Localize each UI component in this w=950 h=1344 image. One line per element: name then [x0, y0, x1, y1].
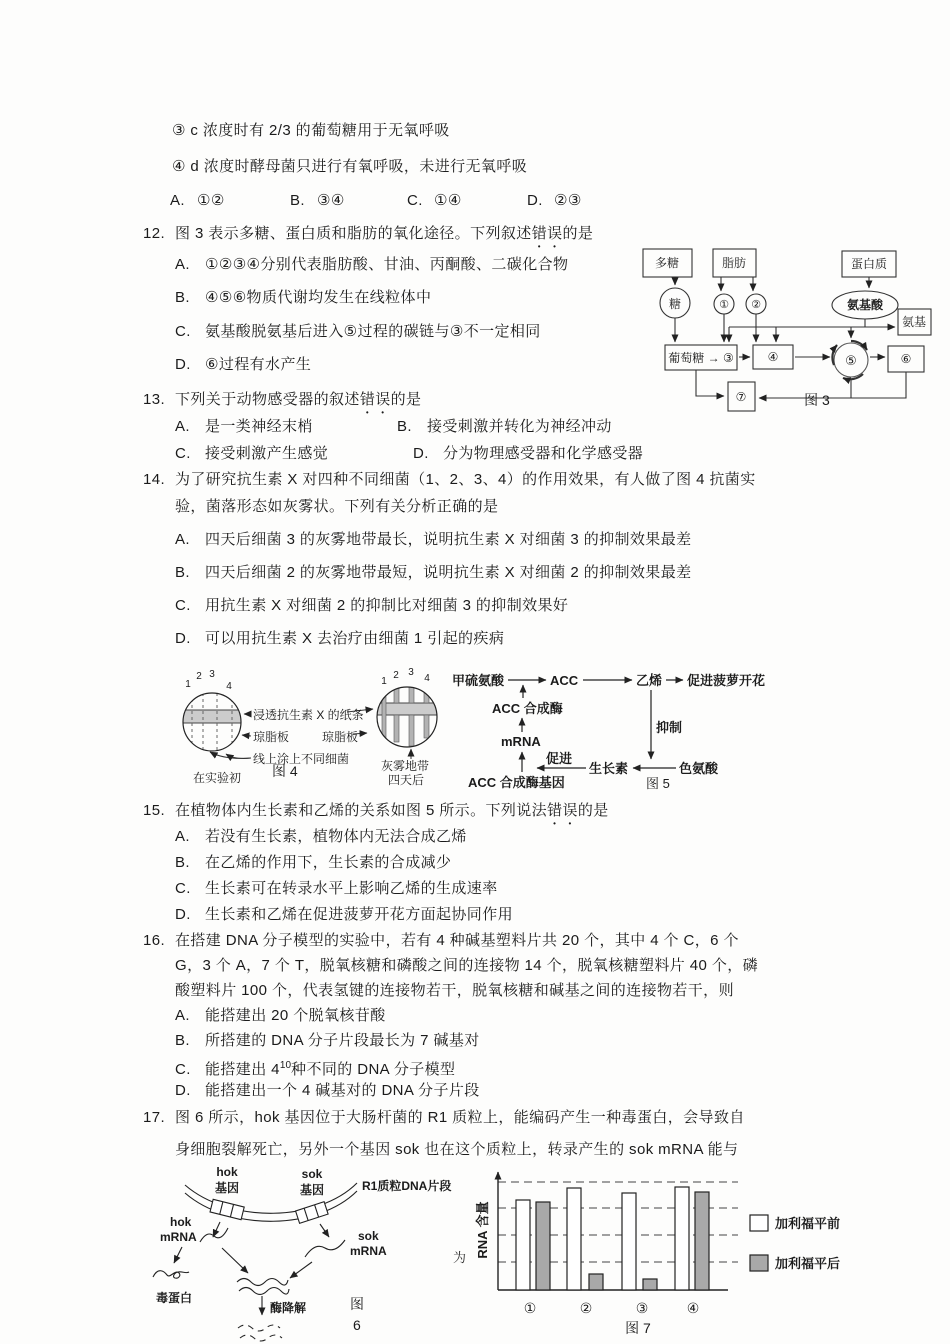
q15-stem: 在植物体内生长素和乙烯的关系如图 5 所示。下列说法错误的是: [175, 802, 609, 819]
fig4-right-num4: 4: [424, 673, 430, 684]
q14-option-c: C. 用抗生素 X 对细菌 2 的抑制比对细菌 3 的抑制效果好: [175, 597, 569, 614]
q11-option-d: D. ②③: [527, 192, 582, 209]
q12-option-b: B. ④⑤⑥物质代谢均发生在线粒体中: [175, 289, 432, 306]
fig7-category-3: ③: [635, 1300, 649, 1316]
fig5-mrna-label: mRNA: [501, 734, 541, 749]
figure6-plasmid-diagram: [140, 1162, 475, 1344]
fig3-sugar-label: 糖: [668, 297, 682, 311]
q17-line1: 图 6 所示，hok 基因位于大肠杆菌的 R1 质粒上，能编码产生一种毒蛋白，会导致自: [175, 1109, 745, 1126]
q13-number: 13.: [143, 391, 166, 408]
fig5-caption: 图 5: [646, 776, 670, 791]
fig6-sok-gene-line2: 基因: [299, 1183, 325, 1197]
q14-option-d: D. 可以用抗生素 X 去治疗由细菌 1 引起的疾病: [175, 630, 505, 647]
q11-option-b: B. ③④: [290, 192, 345, 209]
q15-option-a: A. 若没有生长素，植物体内无法合成乙烯: [175, 828, 467, 845]
q16-option-b: B. 所搭建的 DNA 分子片段最长为 7 碱基对: [175, 1032, 480, 1049]
fig6-hok-gene-line2: 基因: [214, 1181, 240, 1195]
q16-option-a: A. 能搭建出 20 个脱氧核苷酸: [175, 1007, 386, 1024]
fig4-start-label: 在实验初: [193, 771, 242, 785]
fig4-right-num1: 1: [381, 676, 387, 687]
q13-option-d: D. 分为物理感受器和化学感受器: [413, 445, 644, 462]
bar-group3-after: [643, 1279, 657, 1290]
fig5-acc-label: ACC: [550, 673, 579, 688]
bar-group2-after: [589, 1274, 603, 1290]
q11-option-a: A. ①②: [170, 192, 225, 209]
stray-character: 为: [453, 1250, 467, 1265]
fig5-acc-synthase-label: ACC 合成酶: [492, 701, 563, 716]
fig6-caption-num: 6: [353, 1317, 361, 1333]
q17-line2: 身细胞裂解死亡，另外一个基因 sok 也在这个质粒上，转录产生的 sok mRNA 能与: [175, 1141, 739, 1158]
fig3-caption: 图 3: [804, 392, 830, 408]
fig4-right-num3: 3: [408, 667, 414, 678]
fig4-agar-left-label: 琼脂板: [253, 730, 290, 744]
bar-group1-before: [516, 1200, 530, 1290]
q13-option-b: B. 接受刺激并转化为神经冲动: [397, 418, 612, 435]
figure5-hormone-flowchart: [450, 658, 810, 793]
q16-stem-line1: 在搭建 DNA 分子模型的实验中，若有 4 种碱基塑料片共 20 个，其中 4 个 C，6 个: [175, 932, 739, 949]
fig5-methionine-label: 甲硫氨酸: [452, 673, 505, 688]
fig3-circle2-label: ②: [751, 299, 761, 311]
figure7-rna-bar-chart: [460, 1160, 890, 1338]
fig5-ethylene-label: 乙烯: [636, 673, 663, 688]
q15-option-d: D. 生长素和乙烯在促进菠萝开花方面起协同作用: [175, 906, 514, 923]
fig6-degrade-label: 酶降解: [270, 1301, 307, 1315]
fig4-left-num2: 2: [196, 671, 202, 682]
fig4-agar-right-label: 琼脂板: [322, 730, 359, 744]
q13-stem: 下列关于动物感受器的叙述错误的是: [175, 391, 422, 408]
fig3-amino-group-label: 氨基: [901, 315, 927, 329]
fig4-strip-label: 浸透抗生素 X 的纸条: [253, 708, 364, 722]
q16-stem-line2: G，3 个 A，7 个 T，脱氧核糖和磷酸之间的连接物 14 个，脱氧核糖塑料片 40 个，磷: [175, 957, 759, 974]
fig4-gray-zone-label: 灰雾地带: [381, 759, 430, 773]
fig6-hok-mrna-line1: hok: [170, 1215, 192, 1229]
fig6-toxin-label: 毒蛋白: [156, 1291, 193, 1305]
fig4-after-label: 四天后: [388, 773, 425, 787]
bar-group2-before: [567, 1188, 581, 1290]
legend-after-swatch: [750, 1255, 768, 1271]
fig3-fat-label: 脂肪: [721, 256, 747, 270]
q11-statement-3: ③ c 浓度时有 2/3 的葡萄糖用于无氧呼吸: [172, 122, 450, 139]
fig4-caption: 图 4: [272, 763, 298, 779]
fig5-auxin-label: 生长素: [589, 761, 629, 776]
fig3-circle1-label: ①: [719, 299, 729, 311]
fig6-caption-char: 图: [350, 1296, 364, 1312]
fig6-hok-mrna-line2: mRNA: [160, 1230, 197, 1244]
bar-group4-after: [695, 1192, 709, 1290]
fig5-promote-label: 促进: [546, 751, 573, 766]
fig5-flowering-label: 促进菠萝开花: [687, 673, 766, 688]
fig7-caption: 图 7: [625, 1320, 651, 1336]
q17-number: 17.: [143, 1109, 166, 1126]
fig3-step5-label: ⑤: [845, 353, 857, 368]
q14-stem-line1: 为了研究抗生素 X 对四种不同细菌（1、2、3、4）的作用效果，有人做了图 4 抗菌实: [175, 471, 756, 488]
bar-group4-before: [675, 1187, 689, 1290]
q16-option-d: D. 能搭建出一个 4 碱基对的 DNA 分子片段: [175, 1082, 480, 1099]
fig4-left-num4: 4: [226, 681, 232, 692]
fig5-gene-label: ACC 合成酶基因: [468, 775, 565, 790]
fig7-category-4: ④: [686, 1300, 700, 1316]
fig7-y-axis-label: RNA 含量: [475, 1201, 490, 1259]
q16-stem-line3: 酸塑料片 100 个，代表氢键的连接物若干，脱氧核糖和碱基之间的连接物若干，则: [175, 982, 734, 999]
q14-option-a: A. 四天后细菌 3 的灰雾地带最长，说明抗生素 X 对细菌 3 的抑制效果最差: [175, 531, 692, 548]
fig3-glucose-label: 葡萄糖 → ③: [668, 351, 734, 365]
q13-option-c: C. 接受刺激产生感觉: [175, 445, 329, 462]
q14-option-b: B. 四天后细菌 2 的灰雾地带最短，说明抗生素 X 对细菌 2 的抑制效果最差: [175, 564, 692, 581]
figure3-metabolic-pathway-diagram: [641, 243, 950, 418]
fig5-inhibit-label: 抑制: [656, 720, 683, 735]
q12-option-c: C. 氨基酸脱氨基后进入⑤过程的碳链与③不一定相同: [175, 323, 541, 340]
q12-option-a: A. ①②③④分别代表脂肪酸、甘油、丙酮酸、二碳化合物: [175, 256, 569, 273]
fig4-left-num1: 1: [185, 679, 191, 690]
fig6-plasmid-label: R1质粒DNA片段: [362, 1179, 452, 1193]
q12-stem: 图 3 表示多糖、蛋白质和脂肪的氧化途径。下列叙述错误的是: [175, 225, 594, 242]
fig3-protein-label: 蛋白质: [850, 257, 888, 271]
fig5-tryptophan-label: 色氨酸: [679, 761, 719, 776]
fig7-category-2: ②: [579, 1300, 593, 1316]
fig6-hok-gene-line1: hok: [216, 1165, 238, 1179]
fig3-step6-label: ⑥: [900, 352, 912, 366]
q13-option-a: A. 是一类神经末梢: [175, 418, 313, 435]
q12-option-d: D. ⑥过程有水产生: [175, 356, 312, 373]
q15-option-c: C. 生长素可在转录水平上影响乙烯的生成速率: [175, 880, 498, 897]
bar-group3-before: [622, 1193, 636, 1290]
q14-stem-line2: 验，菌落形态如灰雾状。下列有关分析正确的是: [175, 498, 499, 515]
q16-number: 16.: [143, 932, 166, 949]
fig3-amino-acid-label: 氨基酸: [846, 298, 884, 312]
fig4-left-num3: 3: [209, 669, 215, 680]
fig4-right-num2: 2: [393, 670, 399, 681]
fig7-legend-before: 加利福平前: [775, 1216, 841, 1231]
fig7-legend-after: 加利福平后: [775, 1256, 841, 1271]
q11-statement-4: ④ d 浓度时酵母菌只进行有氧呼吸，未进行无氧呼吸: [172, 158, 528, 175]
q12-number: 12.: [143, 225, 166, 242]
figure4-antibiotic-experiment-diagram: [155, 662, 467, 792]
fig3-step7-label: ⑦: [735, 390, 747, 404]
fig6-sok-mrna-line1: sok: [358, 1229, 379, 1243]
legend-before-swatch: [750, 1215, 768, 1231]
fig3-polysaccharide-label: 多糖: [654, 256, 680, 270]
fig7-category-1: ①: [523, 1300, 537, 1316]
q11-option-c: C. ①④: [407, 192, 462, 209]
q15-option-b: B. 在乙烯的作用下，生长素的合成减少: [175, 854, 452, 871]
fig3-step4-label: ④: [767, 350, 779, 364]
fig6-sok-gene-line1: sok: [301, 1167, 323, 1181]
q16-option-c: C. 能搭建出 $4^{10}$种不同的 DNA 分子模型: [175, 1060, 456, 1078]
fig4-smear-label: 线上涂上不同细菌: [253, 752, 350, 766]
bar-group1-after: [536, 1202, 550, 1290]
q15-number: 15.: [143, 802, 166, 819]
fig6-sok-mrna-line2: mRNA: [350, 1244, 387, 1258]
q14-number: 14.: [143, 471, 166, 488]
